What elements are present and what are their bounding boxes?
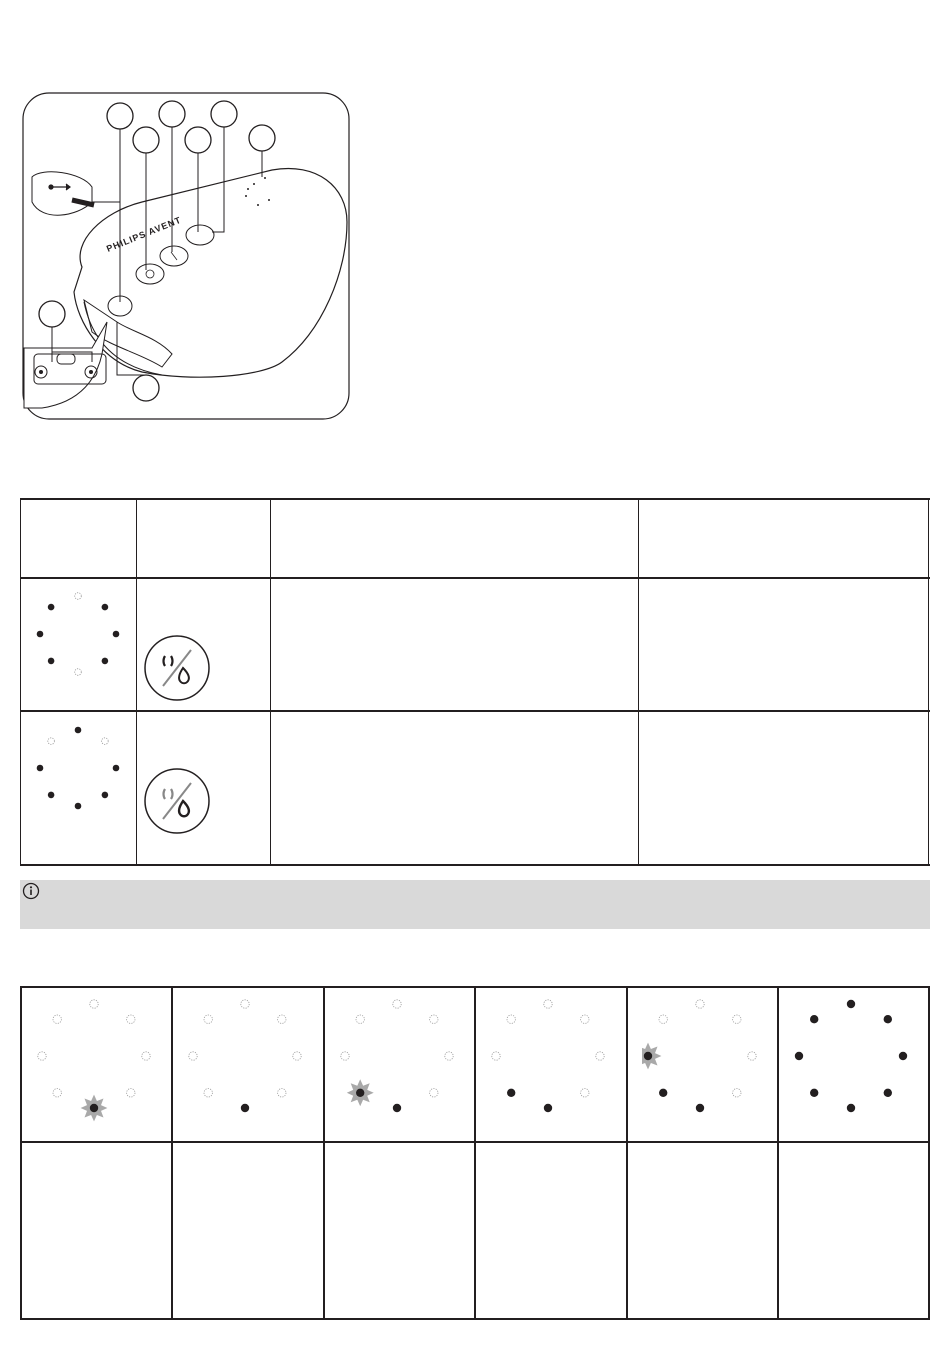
led-off bbox=[127, 1089, 135, 1097]
charging-steps-table bbox=[20, 986, 930, 1320]
led-off bbox=[393, 1000, 401, 1008]
led-off bbox=[278, 1015, 286, 1023]
led-off bbox=[696, 1000, 704, 1008]
led-off bbox=[53, 1089, 61, 1097]
led-ring-row-1 bbox=[30, 586, 130, 686]
led-off bbox=[48, 738, 55, 745]
power-button-drawing bbox=[136, 264, 164, 284]
led-on bbox=[810, 1015, 818, 1023]
step-6-led-ring bbox=[793, 998, 913, 1128]
led-off bbox=[189, 1052, 197, 1060]
led-on bbox=[37, 631, 44, 638]
led-on bbox=[75, 727, 82, 734]
led-on bbox=[48, 604, 55, 611]
brand-text: PHILIPS AVENT bbox=[105, 214, 183, 254]
led-off bbox=[241, 1000, 249, 1008]
led-on bbox=[507, 1089, 515, 1097]
led-off bbox=[341, 1052, 349, 1060]
led-on bbox=[113, 631, 120, 638]
led-off bbox=[733, 1015, 741, 1023]
led-off bbox=[659, 1015, 667, 1023]
info-icon bbox=[22, 882, 40, 900]
mode-button-drawing bbox=[160, 246, 188, 266]
led-off bbox=[445, 1052, 453, 1060]
led-off bbox=[748, 1052, 756, 1060]
led-on bbox=[544, 1104, 552, 1112]
half-drop-icon bbox=[143, 634, 211, 702]
led-off bbox=[507, 1015, 515, 1023]
led-on bbox=[48, 792, 55, 799]
led-on bbox=[37, 765, 44, 772]
led-on bbox=[113, 765, 120, 772]
led-on bbox=[356, 1089, 364, 1097]
led-status-table bbox=[20, 498, 930, 866]
full-drop-icon bbox=[143, 767, 211, 835]
led-off bbox=[544, 1000, 552, 1008]
step-3-led-ring bbox=[339, 998, 459, 1128]
led-off bbox=[75, 593, 82, 600]
led-off bbox=[430, 1089, 438, 1097]
led-on bbox=[393, 1104, 401, 1112]
led-off bbox=[102, 738, 109, 745]
note-bar bbox=[20, 880, 930, 929]
led-on bbox=[696, 1104, 704, 1112]
led-off bbox=[492, 1052, 500, 1060]
led-on bbox=[75, 803, 82, 810]
led-on bbox=[102, 604, 109, 611]
led-on bbox=[102, 792, 109, 799]
led-on bbox=[241, 1104, 249, 1112]
led-on bbox=[659, 1089, 667, 1097]
step-4-led-ring bbox=[490, 998, 610, 1128]
led-on bbox=[644, 1052, 652, 1060]
led-off bbox=[430, 1015, 438, 1023]
device-illustration bbox=[22, 92, 350, 420]
led-off bbox=[293, 1052, 301, 1060]
led-on bbox=[847, 1104, 855, 1112]
step-5-led-ring bbox=[642, 998, 762, 1128]
light-ring-drawing bbox=[245, 177, 270, 206]
led-off bbox=[75, 669, 82, 676]
led-on bbox=[884, 1089, 892, 1097]
step-2-led-ring bbox=[187, 998, 307, 1128]
led-off bbox=[204, 1089, 212, 1097]
led-on bbox=[48, 658, 55, 665]
led-ring-row-2 bbox=[30, 720, 130, 820]
led-off bbox=[581, 1015, 589, 1023]
led-off bbox=[581, 1089, 589, 1097]
led-off bbox=[127, 1015, 135, 1023]
step-1-led-ring bbox=[36, 998, 156, 1128]
led-on bbox=[810, 1089, 818, 1097]
led-off bbox=[204, 1015, 212, 1023]
led-on bbox=[884, 1015, 892, 1023]
led-off bbox=[596, 1052, 604, 1060]
led-on bbox=[102, 658, 109, 665]
led-on bbox=[847, 1000, 855, 1008]
led-off bbox=[356, 1015, 364, 1023]
led-on bbox=[90, 1104, 98, 1112]
led-on bbox=[899, 1052, 907, 1060]
led-off bbox=[90, 1000, 98, 1008]
led-off bbox=[733, 1089, 741, 1097]
led-on bbox=[795, 1052, 803, 1060]
led-off bbox=[53, 1015, 61, 1023]
led-off bbox=[278, 1089, 286, 1097]
led-off bbox=[38, 1052, 46, 1060]
light-button-drawing bbox=[186, 225, 214, 245]
led-off bbox=[142, 1052, 150, 1060]
